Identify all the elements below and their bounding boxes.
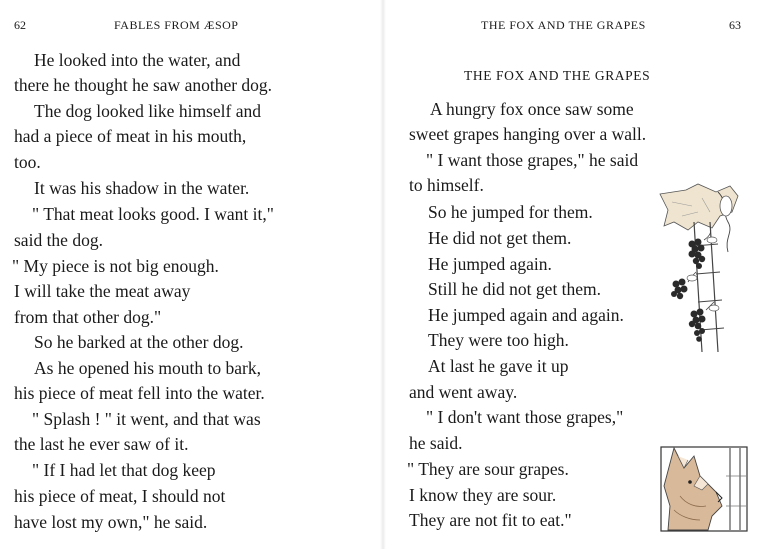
running-head-left: FABLES FROM ÆSOP	[114, 18, 239, 32]
story-title: THE FOX AND THE GRAPES	[464, 68, 651, 83]
text-line: " I want those grapes," he said	[426, 150, 639, 170]
text-line: Still he did not get them.	[428, 279, 602, 299]
text-line: I know they are sour.	[409, 485, 557, 505]
text-line: too.	[14, 152, 41, 172]
text-line: So he jumped for them.	[428, 202, 593, 222]
text-line: have lost my own," he said.	[14, 512, 208, 532]
text-line: I will take the meat away	[14, 281, 191, 301]
text-line: He jumped again.	[428, 254, 552, 274]
text-line: " I don't want those grapes,"	[426, 407, 624, 427]
text-line: " They are sour grapes.	[407, 459, 569, 479]
text-line: He looked into the water, and	[34, 50, 241, 70]
text-line: " Splash ! " it went, and that was	[32, 409, 261, 429]
fox-head-illustration	[660, 446, 748, 532]
text-line: They are not fit to eat."	[409, 510, 572, 530]
text-line: sweet grapes hanging over a wall.	[409, 124, 647, 144]
page-number-right: 63	[729, 18, 741, 32]
text-line: from that other dog."	[14, 307, 162, 327]
text-line: " If I had let that dog keep	[32, 460, 216, 480]
text-line: As he opened his mouth to bark,	[34, 358, 261, 378]
text-line: " That meat looks good. I want it,"	[32, 204, 274, 224]
text-line: to himself.	[409, 175, 484, 195]
text-line: " My piece is not big enough.	[12, 256, 219, 276]
text-line: A hungry fox once saw some	[430, 99, 634, 119]
text-line: had a piece of meat in his mouth,	[14, 126, 247, 146]
text-line: It was his shadow in the water.	[34, 178, 250, 198]
text-line: He jumped again and again.	[428, 305, 624, 325]
right-page	[383, 0, 766, 549]
text-line: said the dog.	[14, 230, 103, 250]
text-line: the last he ever saw of it.	[14, 434, 189, 454]
text-line: and went away.	[409, 382, 518, 402]
grapes-on-trellis-illustration	[658, 182, 760, 354]
text-line: there he thought he saw another dog.	[14, 75, 273, 95]
text-line: his piece of meat, I should not	[14, 486, 226, 506]
text-line: So he barked at the other dog.	[34, 332, 244, 352]
text-line: his piece of meat fell into the water.	[14, 383, 265, 403]
text-line: The dog looked like himself and	[34, 101, 261, 121]
text-line: They were too high.	[428, 330, 569, 350]
text-line: At last he gave it up	[428, 356, 569, 376]
running-head-right: THE FOX AND THE GRAPES	[481, 18, 646, 32]
text-line: He did not get them.	[428, 228, 572, 248]
text-line: he said.	[409, 433, 463, 453]
page-number-left: 62	[14, 18, 26, 32]
